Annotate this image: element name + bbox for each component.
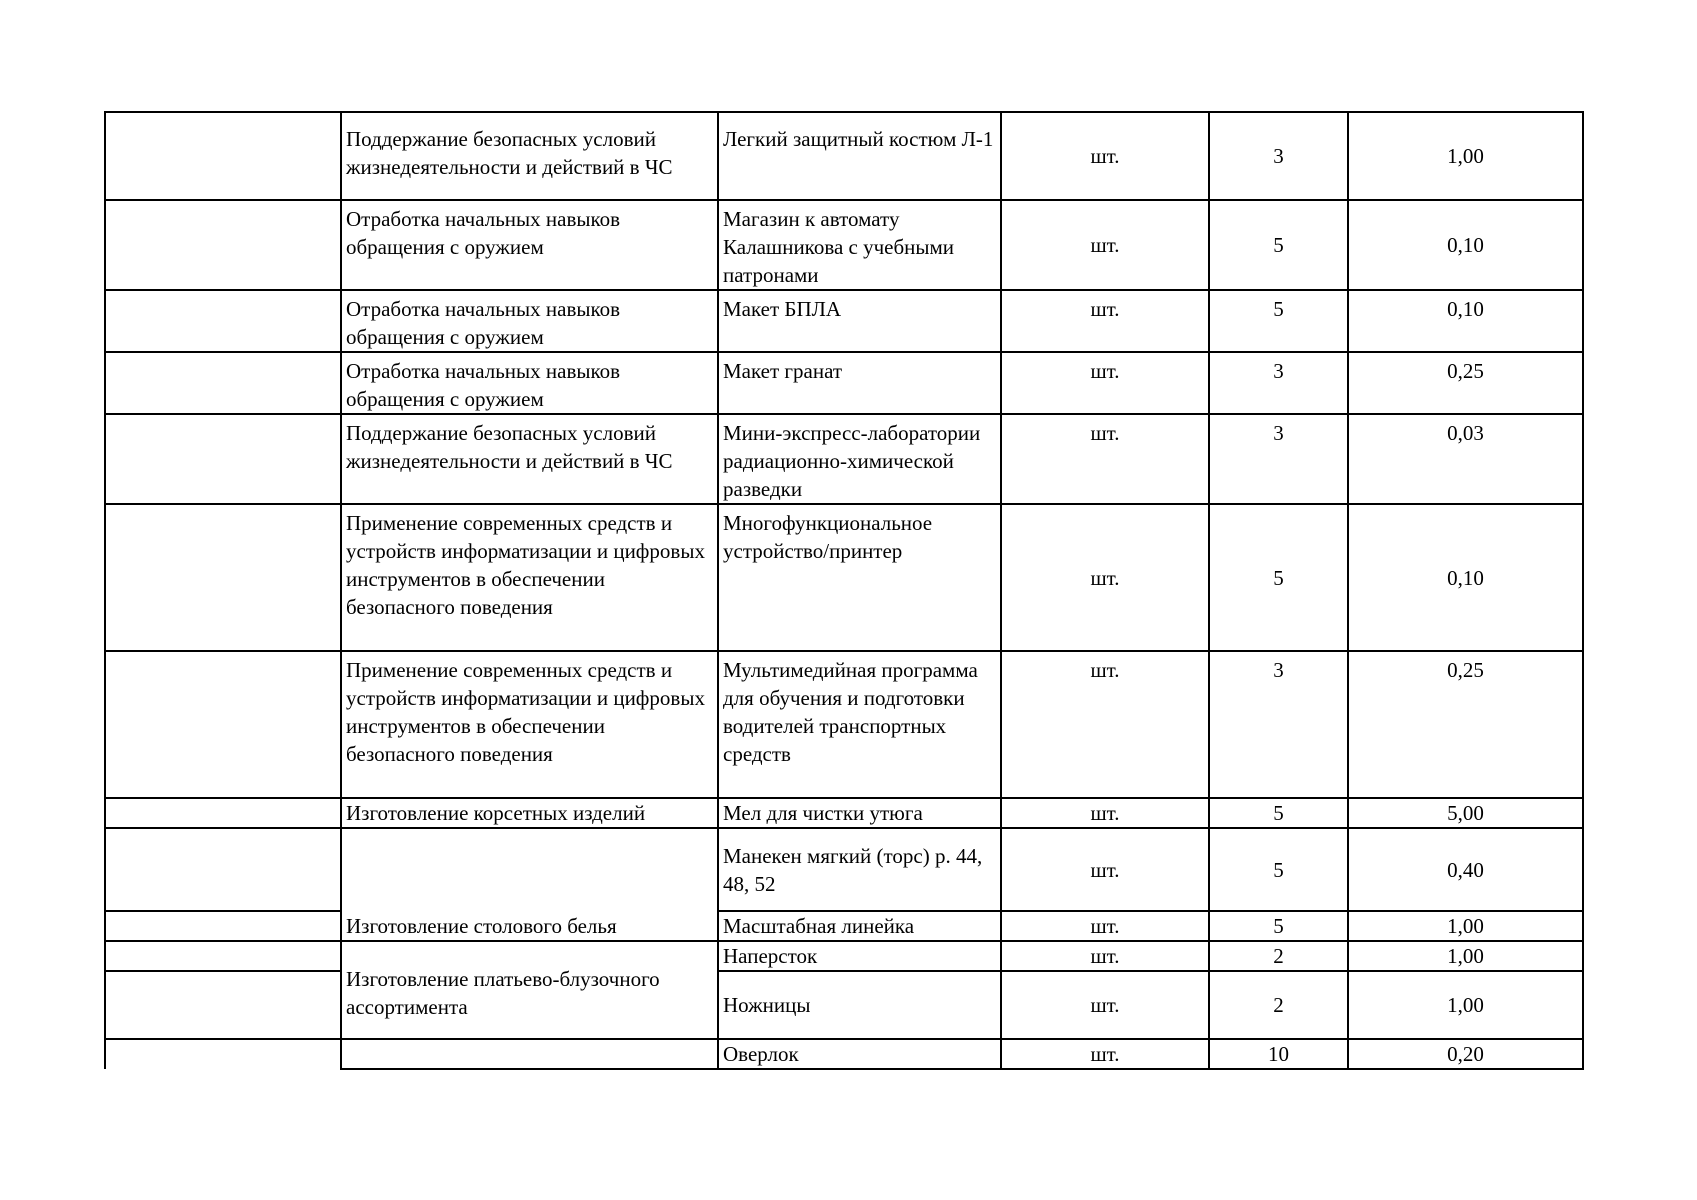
item-cell: Магазин к автомату Калашникова с учебными патронами: [718, 200, 1001, 290]
coef-cell: 1,00: [1348, 911, 1583, 941]
coef-cell: 0,40: [1348, 828, 1583, 911]
unit-cell: шт.: [1001, 911, 1209, 941]
unit-cell: шт.: [1001, 971, 1209, 1039]
topic-cell: Поддержание безопасных условий жизнедеятельности и действий в ЧС: [341, 414, 718, 504]
item-cell: Наперсток: [718, 941, 1001, 971]
qty-cell: 3: [1209, 414, 1348, 504]
qty-cell: 2: [1209, 971, 1348, 1039]
table-row: [105, 504, 1583, 651]
topic-cell: Отработка начальных навыков обращения с оружием: [341, 352, 718, 414]
item-cell: Мини-экспресс-лаборатории радиационно-химической разведки: [718, 414, 1001, 504]
topic-cell: Применение современных средств и устройств информатизации и цифровых инструментов в обеспечении безопасного поведения: [341, 651, 718, 798]
topic-cell: Применение современных средств и устройств информатизации и цифровых инструментов в обеспечении безопасного поведения: [341, 504, 718, 651]
coef-cell: 0,10: [1348, 504, 1583, 651]
qty-cell: 5: [1209, 504, 1348, 651]
row-blank-cell: [105, 352, 341, 414]
coef-cell: 0,25: [1348, 352, 1583, 414]
coef-cell: 1,00: [1348, 112, 1583, 200]
qty-cell: 10: [1209, 1039, 1348, 1069]
table-row: [105, 971, 1583, 1039]
coef-cell: 1,00: [1348, 971, 1583, 1039]
row-blank-cell: [105, 941, 341, 971]
unit-cell: шт.: [1001, 200, 1209, 290]
table-row: [105, 1039, 1583, 1069]
table-row: [105, 200, 1583, 290]
row-blank-cell: [105, 911, 341, 941]
item-cell: Масштабная линейка: [718, 911, 1001, 941]
qty-cell: 5: [1209, 798, 1348, 828]
coef-cell: 0,20: [1348, 1039, 1583, 1069]
coef-cell: 0,10: [1348, 290, 1583, 352]
coef-cell: 0,10: [1348, 200, 1583, 290]
qty-cell: 5: [1209, 290, 1348, 352]
table-row: [105, 112, 1583, 200]
item-cell: Легкий защитный костюм Л-1: [718, 112, 1001, 200]
coef-cell: 1,00: [1348, 941, 1583, 971]
item-cell: Оверлок: [718, 1039, 1001, 1069]
item-cell: Мел для чистки утюга: [718, 798, 1001, 828]
table-row: [105, 798, 1583, 828]
item-cell: Мультимедийная программа для обучения и подготовки водителей транспортных средств: [718, 651, 1001, 798]
topic-cell: Поддержание безопасных условий жизнедеятельности и действий в ЧС: [341, 112, 718, 200]
coef-cell: 0,03: [1348, 414, 1583, 504]
table-row: [105, 352, 1583, 414]
coef-cell: 0,25: [1348, 651, 1583, 798]
row-blank-cell: [105, 828, 341, 911]
row-blank-cell: [105, 504, 341, 651]
row-blank-cell: [105, 971, 341, 1039]
item-cell: Манекен мягкий (торс) р. 44, 48, 52: [718, 828, 1001, 911]
unit-cell: шт.: [1001, 941, 1209, 971]
row-blank-cell: [105, 200, 341, 290]
row-blank-cell: [105, 112, 341, 200]
row-blank-cell: [105, 1039, 341, 1069]
qty-cell: 3: [1209, 112, 1348, 200]
qty-cell: 2: [1209, 941, 1348, 971]
table-row: [105, 290, 1583, 352]
table-row: [105, 414, 1583, 504]
unit-cell: шт.: [1001, 651, 1209, 798]
topic-cell: Изготовление корсетных изделий: [341, 798, 718, 828]
topic-cell: Изготовление платьево-блузочного ассортимента: [341, 941, 718, 1039]
unit-cell: шт.: [1001, 828, 1209, 911]
row-blank-cell: [105, 798, 341, 828]
row-blank-cell: [105, 651, 341, 798]
unit-cell: шт.: [1001, 112, 1209, 200]
qty-cell: 5: [1209, 828, 1348, 911]
qty-cell: 3: [1209, 352, 1348, 414]
unit-cell: шт.: [1001, 290, 1209, 352]
table-row: [105, 651, 1583, 798]
item-cell: Макет БПЛА: [718, 290, 1001, 352]
unit-cell: шт.: [1001, 798, 1209, 828]
row-blank-cell: [105, 414, 341, 504]
topic-cell: [341, 1039, 718, 1069]
unit-cell: шт.: [1001, 1039, 1209, 1069]
item-cell: Многофункциональное устройство/принтер: [718, 504, 1001, 651]
equipment-table: [104, 111, 1584, 1070]
qty-cell: 5: [1209, 200, 1348, 290]
coef-cell: 5,00: [1348, 798, 1583, 828]
table-row: [105, 828, 1583, 911]
topic-cell: Отработка начальных навыков обращения с оружием: [341, 200, 718, 290]
row-blank-cell: [105, 290, 341, 352]
unit-cell: шт.: [1001, 414, 1209, 504]
table-row: [105, 941, 1583, 971]
unit-cell: шт.: [1001, 504, 1209, 651]
item-cell: Макет гранат: [718, 352, 1001, 414]
table-row: [105, 911, 1583, 941]
topic-cell: Отработка начальных навыков обращения с оружием: [341, 290, 718, 352]
qty-cell: 3: [1209, 651, 1348, 798]
item-cell: Ножницы: [718, 971, 1001, 1039]
unit-cell: шт.: [1001, 352, 1209, 414]
qty-cell: 5: [1209, 911, 1348, 941]
topic-cell: Изготовление столового белья: [341, 828, 718, 941]
